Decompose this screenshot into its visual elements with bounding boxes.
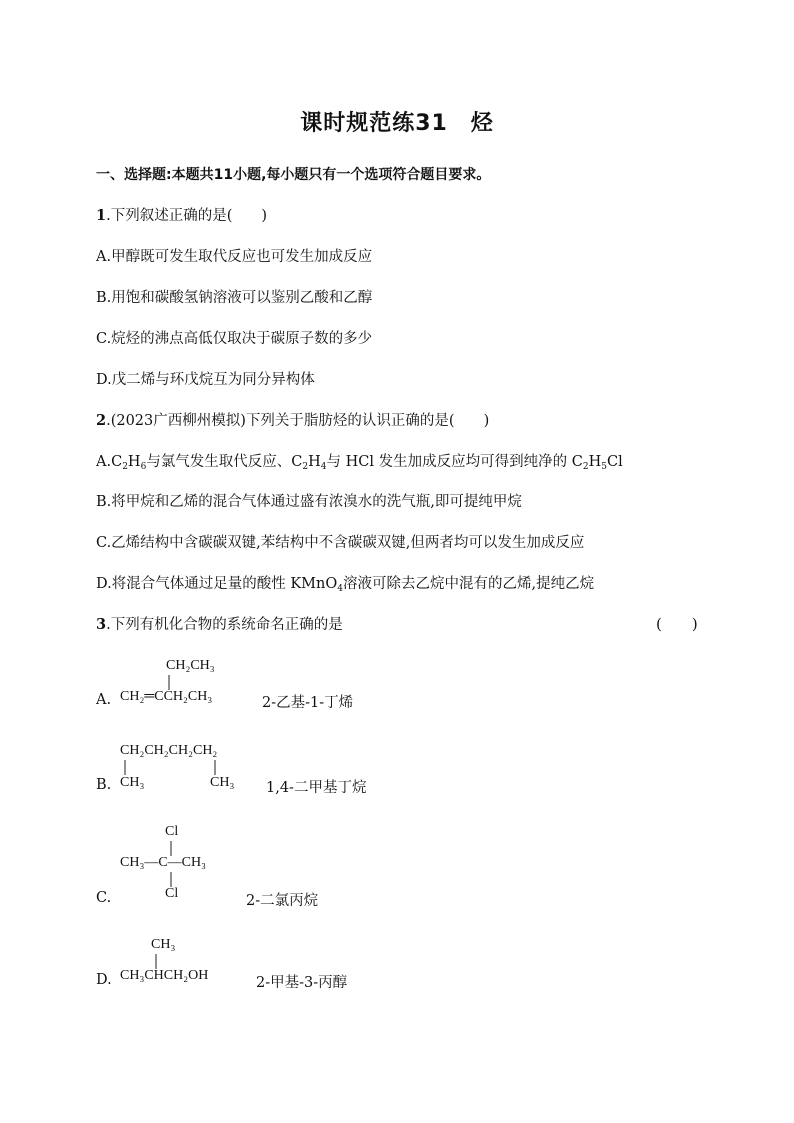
question-1-option-d: D.戊二烯与环戊烷互为同分异构体 — [96, 372, 315, 388]
question-3-text: .下列有机化合物的系统命名正确的是 — [106, 617, 343, 633]
q3-option-d-name: 2-甲基-3-丙醇 — [256, 975, 348, 991]
section-heading: 一、选择题:本题共11小题,每小题只有一个选项符合题目要求。 — [96, 167, 491, 183]
q3-option-b-right-methyl: CH₃ — [210, 775, 235, 790]
q3-option-d-label: D. — [96, 972, 112, 988]
q3-option-c-label: C. — [96, 890, 112, 906]
q3-option-d-branch: CH₃ — [151, 937, 176, 952]
q3-option-a-branch: CH₂CH₃ — [166, 658, 215, 673]
question-2-text: .(2023广西柳州模拟)下列关于脂肪烃的认识正确的是( ) — [106, 413, 490, 429]
question-1-text: .下列叙述正确的是( ) — [106, 208, 268, 224]
q3-option-b-left-methyl: CH₃ — [120, 775, 145, 790]
q3-option-b-main-chain: CH₂CH₂CH₂CH₂ — [120, 743, 218, 758]
q3-option-b-label: B. — [96, 777, 112, 793]
q3-option-c-main-chain: CH₃—C—CH₃ — [120, 855, 206, 870]
question-2-option-a: $A.C_2H_6$与氯气发生取代反应、$C_2H_4$与 HCl 发生加成反应均可得到纯净的 $C_2H_5Cl$ — [96, 454, 623, 472]
question-2-option-d: D.将混合气体通过足量的酸性 KMnO$_4$溶液可除去乙烷中混有的乙烯,提纯乙烷 — [96, 576, 595, 594]
q3-option-a-label: A. — [96, 692, 112, 708]
page-title: 课时规范练31 烃 — [300, 111, 494, 136]
question-1-option-b: B.用饱和碳酸氢钠溶液可以鉴别乙酸和乙醇 — [96, 290, 373, 306]
q3-option-a-main-chain: CH₂═CCH₂CH₃ — [120, 689, 213, 704]
question-3-number: 3 — [96, 616, 107, 633]
question-1-option-a: A.甲醇既可发生取代反应也可发生加成反应 — [96, 249, 373, 265]
q3-option-c-top-chlorine: Cl — [165, 824, 179, 839]
question-1-option-c: C.烷烃的沸点高低仅取决于碳原子数的多少 — [96, 331, 373, 347]
q3-option-a-name: 2-乙基-1-丁烯 — [262, 695, 354, 711]
question-3-answer-paren: ( ) — [656, 615, 698, 633]
q3-option-c-bottom-chlorine: Cl — [165, 886, 179, 901]
question-2-number: 2 — [96, 412, 107, 429]
question-2-option-b: B.将甲烷和乙烯的混合气体通过盛有浓溴水的洗气瓶,即可提纯甲烷 — [96, 494, 522, 510]
question-1-number: 1 — [96, 207, 107, 224]
q3-option-b-name: 1,4-二甲基丁烷 — [266, 780, 367, 796]
q3-option-c-name: 2-二氯丙烷 — [246, 893, 319, 909]
question-2-option-c: C.乙烯结构中含碳碳双键,苯结构中不含碳碳双键,但两者均可以发生加成反应 — [96, 535, 585, 551]
q3-option-d-main-chain: CH₃CHCH₂OH — [120, 968, 209, 983]
